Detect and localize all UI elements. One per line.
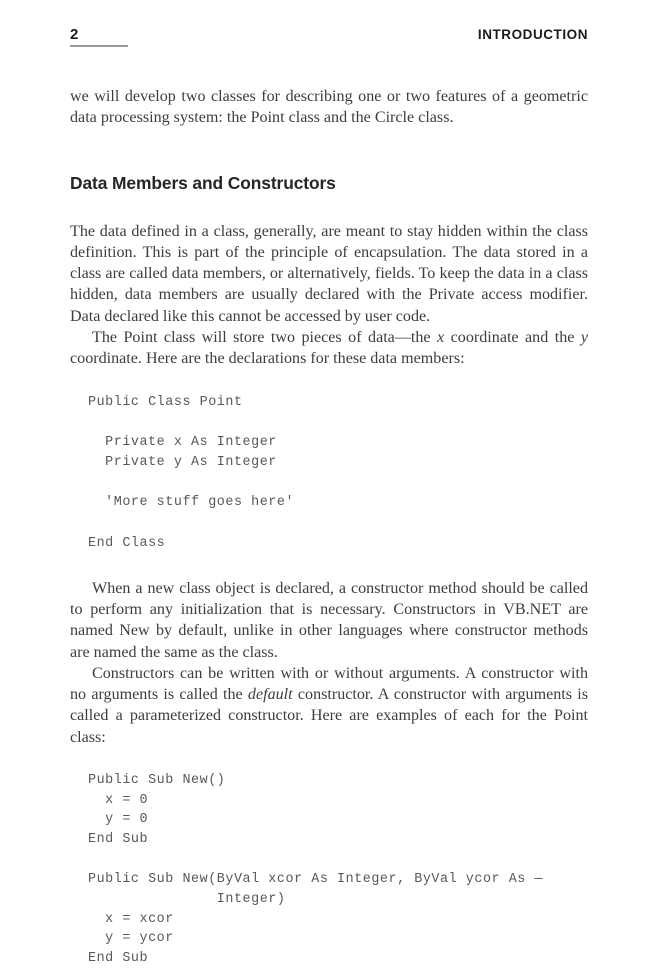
running-head (70, 26, 588, 56)
code-block-parameterized-constructor (88, 870, 588, 968)
code-line: y = 0 (88, 812, 149, 828)
code-line: x = xcor (88, 911, 174, 927)
paragraph-point-class (70, 327, 588, 370)
spacer (88, 513, 588, 534)
text-fragment: constructor. A constructor with arguments is called a parameterized constructor. Here are examples of each for the Point class: (70, 686, 589, 746)
code-block-point-class (88, 393, 588, 554)
spacer (70, 129, 588, 173)
chapter-title: INTRODUCTION (477, 27, 588, 42)
italic-y: y (580, 329, 589, 347)
code-line: 'More stuff goes here' (88, 495, 295, 511)
italic-default: default (247, 686, 293, 704)
paragraph-constructor-called: When a new class object is declared, a constructor method should be called to perform any initialization that is necessary. Constructors in VB.NET are named New by default, unlike in other languages where constructor methods are named the same as the class. (70, 579, 588, 661)
text-column (70, 86, 588, 968)
spacer (70, 370, 588, 393)
text-fragment: coordinate and the (444, 329, 581, 347)
text-fragment: coordinate. Here are the declarations for these data members: (70, 350, 465, 368)
italic-x: x (437, 329, 445, 347)
code-block-default-constructor (88, 771, 588, 849)
spacer (70, 748, 588, 771)
code-line: End Sub (88, 831, 149, 847)
folio-group (70, 26, 260, 47)
code-line: Private y As Integer (88, 454, 277, 470)
paragraph-intro: we will develop two classes for describing one or two features of a geometric data processing system: the Point class and the Circle class. (70, 88, 588, 127)
text-fragment: Constructors can be written with or without arguments. A constructor with no arguments is called the (70, 664, 588, 704)
spacer (70, 849, 588, 870)
paragraph-data-defined: The data defined in a class, generally, are meant to stay hidden within the class definition. This is part of the principle of encapsulation. The data stored in a class are called data members, or alternatively, fields. To keep the data in a class hidden, data members are usually declared with the Private access modifier. Data declared like this cannot be accessed by user code. (70, 222, 588, 325)
code-line: Public Sub New() (88, 773, 226, 789)
paragraph-constructors-args (70, 663, 588, 748)
code-line: End Class (88, 536, 166, 552)
text-fragment: The Point class will store two pieces of data—the (92, 329, 438, 347)
code-line: Public Sub New(ByVal xcor As Integer, ByVal ycor As — (88, 872, 544, 888)
page-number: 2 (70, 26, 79, 43)
spacer (88, 472, 588, 493)
code-line: Integer) (88, 891, 286, 907)
code-line: y = ycor (88, 931, 174, 947)
section-heading: Data Members and Constructors (70, 172, 336, 193)
spacer (70, 194, 588, 221)
spacer (88, 412, 588, 433)
folio-rule (70, 45, 128, 47)
code-line: Private x As Integer (88, 435, 277, 451)
code-line: x = 0 (88, 792, 149, 808)
code-line: End Sub (88, 950, 149, 966)
code-line: Public Class Point (88, 394, 243, 410)
spacer (70, 554, 588, 578)
